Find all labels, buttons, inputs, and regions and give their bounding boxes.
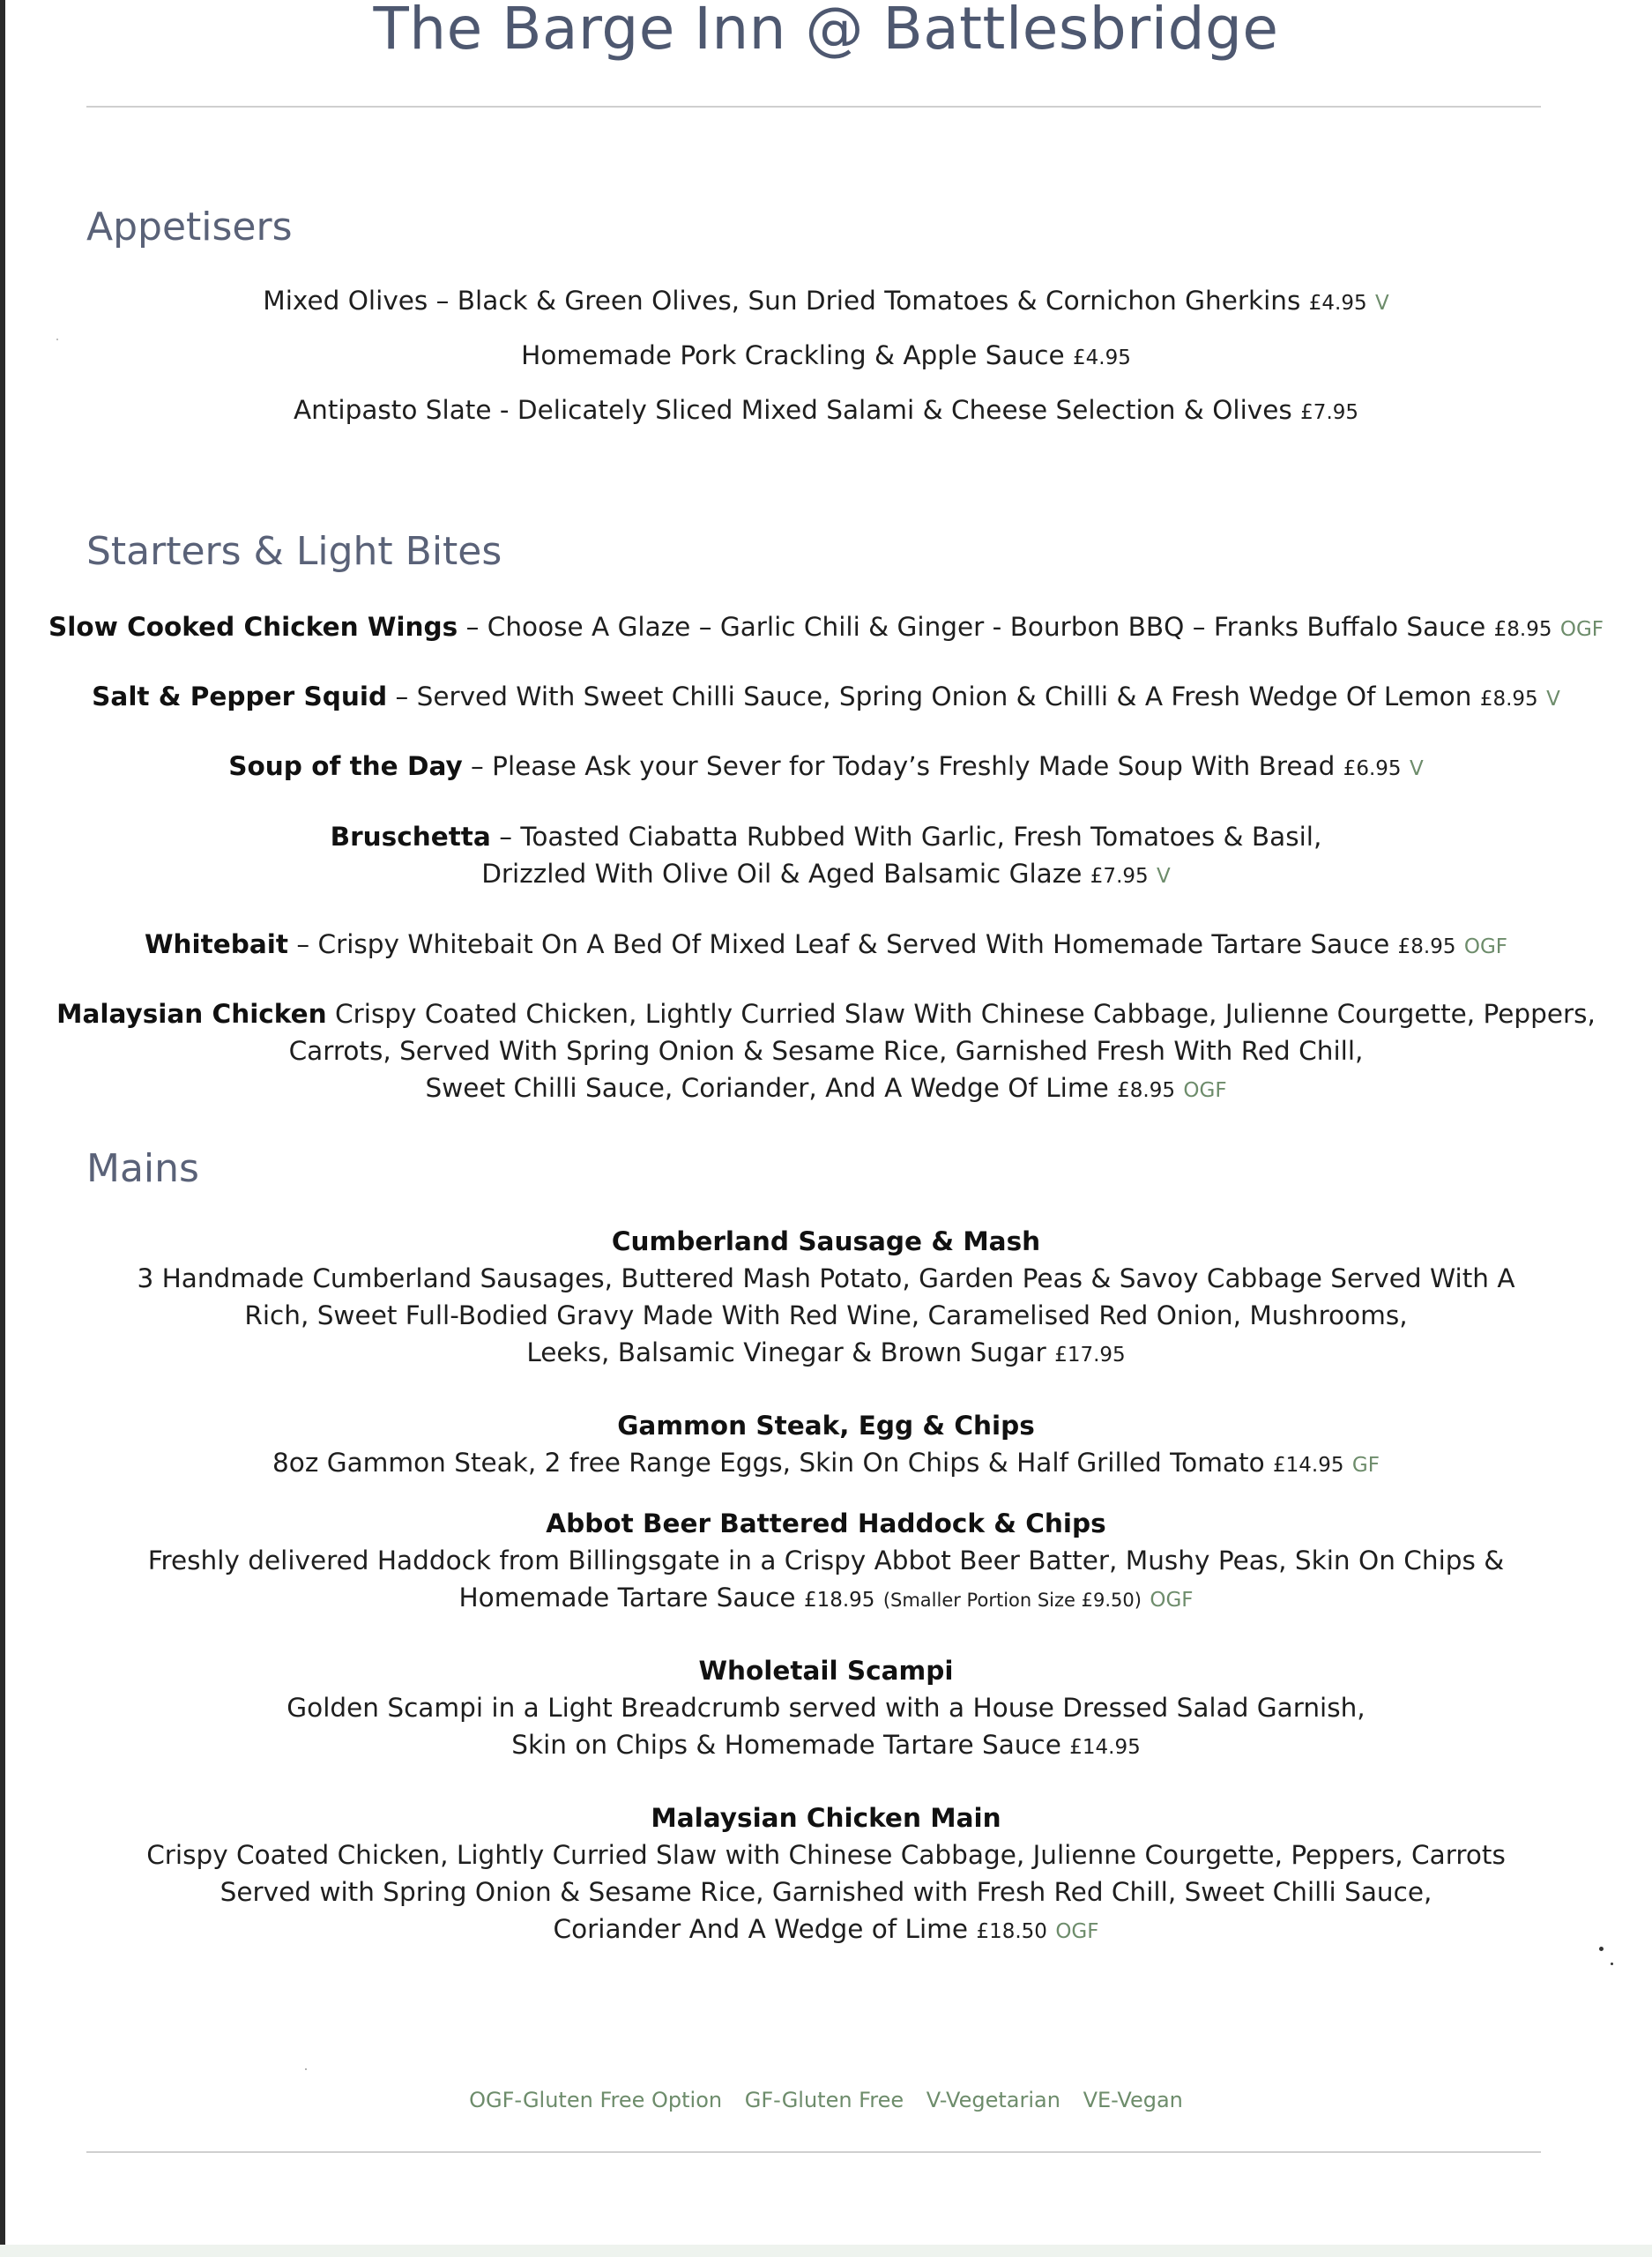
item-price: £7.95 bbox=[1090, 865, 1149, 888]
item-description: – Toasted Ciabatta Rubbed With Garlic, Fresh Tomatoes & Basil, bbox=[490, 822, 1322, 852]
menu-item-continued bbox=[0, 1069, 1652, 1109]
item-price: £8.95 bbox=[1493, 618, 1552, 641]
dish-title bbox=[0, 1505, 1652, 1542]
legend-item: VE-Vegan bbox=[1083, 2088, 1183, 2112]
item-description: Rich, Sweet Full-Bodied Gravy Made With Red Wine, Caramelised Red Onion, Mushrooms, bbox=[244, 1300, 1408, 1330]
item-description: Skin on Chips & Homemade Tartare Sauce bbox=[511, 1730, 1061, 1760]
item-description: Sweet Chilli Sauce, Coriander, And A Wedge Of Lime bbox=[425, 1073, 1109, 1103]
item-price: £8.95 bbox=[1397, 935, 1456, 958]
menu-item bbox=[0, 608, 1652, 648]
dish-description bbox=[0, 1297, 1652, 1334]
item-description: Drizzled With Olive Oil & Aged Balsamic Glaze bbox=[481, 859, 1083, 889]
portion-note: (Smaller Portion Size £9.50) bbox=[882, 1590, 1142, 1611]
item-price: £7.95 bbox=[1300, 401, 1359, 424]
item-name: Gammon Steak, Egg & Chips bbox=[617, 1411, 1035, 1441]
dish-title bbox=[0, 1407, 1652, 1444]
item-name: Malaysian Chicken bbox=[56, 999, 327, 1029]
item-name: Abbot Beer Battered Haddock & Chips bbox=[546, 1508, 1106, 1538]
item-price: £4.95 bbox=[1073, 346, 1131, 369]
dish-title bbox=[0, 1652, 1652, 1689]
item-name: Slow Cooked Chicken Wings bbox=[48, 612, 458, 642]
item-description: – Choose A Glaze – Garlic Chili & Ginger - Bourbon BBQ – Franks Buffalo Sauce bbox=[458, 612, 1486, 642]
section-heading-mains: Mains bbox=[86, 1146, 199, 1191]
scan-speck bbox=[305, 2068, 307, 2070]
item-price: £6.95 bbox=[1343, 757, 1402, 780]
diet-tag: OGF bbox=[1150, 1589, 1194, 1612]
legend-item: V-Vegetarian bbox=[926, 2088, 1060, 2112]
bottom-divider bbox=[86, 2151, 1541, 2153]
dish-description bbox=[0, 1911, 1652, 1950]
diet-tag: OGF bbox=[1463, 935, 1508, 958]
item-price: £8.95 bbox=[1479, 688, 1538, 711]
diet-tag: OGF bbox=[1055, 1920, 1099, 1943]
top-divider bbox=[86, 106, 1541, 108]
menu-item bbox=[0, 818, 1652, 855]
scan-speck bbox=[1611, 1963, 1613, 1965]
dish-description bbox=[0, 1542, 1652, 1579]
item-description: – Please Ask your Sever for Today’s Freshly Made Soup With Bread bbox=[462, 751, 1336, 781]
dish-description bbox=[0, 1689, 1652, 1726]
dish-description bbox=[0, 1836, 1652, 1873]
item-text: Antipasto Slate - Delicately Sliced Mixed Salami & Cheese Selection & Olives bbox=[293, 395, 1292, 425]
item-price: £8.95 bbox=[1117, 1079, 1175, 1102]
item-description: 3 Handmade Cumberland Sausages, Buttered Mash Potato, Garden Peas & Savoy Cabbage Served With A bbox=[137, 1263, 1515, 1293]
dish-title bbox=[0, 1223, 1652, 1260]
dietary-legend bbox=[0, 2088, 1652, 2112]
item-price: £4.95 bbox=[1308, 292, 1367, 315]
item-text: Mixed Olives – Black & Green Olives, Sun Dried Tomatoes & Cornichon Gherkins bbox=[263, 286, 1301, 316]
item-description: – Crispy Whitebait On A Bed Of Mixed Leaf & Served With Homemade Tartare Sauce bbox=[287, 929, 1390, 959]
page-edge-bottom bbox=[0, 2245, 1652, 2257]
menu-item bbox=[0, 926, 1652, 965]
item-description: 8oz Gammon Steak, 2 free Range Eggs, Skin On Chips & Half Grilled Tomato bbox=[272, 1448, 1265, 1478]
item-description: Crispy Coated Chicken, Lightly Curried Slaw With Chinese Cabbage, Julienne Courgette, Peppers, bbox=[326, 999, 1596, 1029]
item-description: Golden Scampi in a Light Breadcrumb served with a House Dressed Salad Garnish, bbox=[286, 1693, 1366, 1723]
item-price: £18.50 bbox=[976, 1920, 1047, 1943]
dish-description bbox=[0, 1873, 1652, 1911]
item-text: Homemade Pork Crackling & Apple Sauce bbox=[521, 340, 1065, 370]
scan-speck bbox=[1599, 1947, 1604, 1951]
item-name: Soup of the Day bbox=[228, 751, 463, 781]
diet-tag: V bbox=[1157, 865, 1171, 888]
diet-tag: OGF bbox=[1559, 618, 1604, 641]
item-description: Crispy Coated Chicken, Lightly Curried Slaw with Chinese Cabbage, Julienne Courgette, Peppers, Carrots bbox=[146, 1840, 1506, 1870]
section-heading-appetisers: Appetisers bbox=[86, 205, 293, 250]
menu-title: The Barge Inn @ Battlesbridge bbox=[373, 0, 1279, 63]
scan-speck bbox=[56, 339, 58, 340]
menu-item-continued bbox=[0, 1032, 1652, 1069]
item-description: Leeks, Balsamic Vinegar & Brown Sugar bbox=[526, 1337, 1046, 1367]
item-description: Freshly delivered Haddock from Billingsgate in a Crispy Abbot Beer Batter, Mushy Peas, Skin On Chips & bbox=[147, 1546, 1505, 1575]
item-description: Served with Spring Onion & Sesame Rice, Garnished with Fresh Red Chill, Sweet Chilli Sauce, bbox=[220, 1877, 1432, 1907]
item-price: £18.95 bbox=[803, 1589, 875, 1612]
item-description: – Served With Sweet Chilli Sauce, Spring Onion & Chilli & A Fresh Wedge Of Lemon bbox=[387, 682, 1472, 711]
menu-item bbox=[0, 337, 1652, 376]
item-name: Whitebait bbox=[144, 929, 288, 959]
item-name: Wholetail Scampi bbox=[698, 1656, 954, 1686]
dish-description bbox=[0, 1579, 1652, 1619]
menu-item bbox=[0, 748, 1652, 787]
dish-title bbox=[0, 1799, 1652, 1836]
dish-description bbox=[0, 1444, 1652, 1484]
section-heading-starters: Starters & Light Bites bbox=[86, 529, 502, 574]
item-name: Bruschetta bbox=[330, 822, 491, 852]
menu-item bbox=[0, 391, 1652, 431]
menu-item bbox=[0, 678, 1652, 718]
dish-description bbox=[0, 1726, 1652, 1766]
legend-item: GF-Gluten Free bbox=[744, 2088, 904, 2112]
item-name: Malaysian Chicken Main bbox=[651, 1803, 1001, 1833]
item-price: £14.95 bbox=[1069, 1736, 1141, 1759]
menu-item bbox=[0, 282, 1652, 322]
diet-tag: GF bbox=[1351, 1454, 1380, 1477]
menu-item-continued bbox=[0, 855, 1652, 895]
item-price: £17.95 bbox=[1054, 1344, 1126, 1367]
dish-description bbox=[0, 1260, 1652, 1297]
item-description: Coriander And A Wedge of Lime bbox=[553, 1914, 969, 1944]
item-description: Carrots, Served With Spring Onion & Sesame Rice, Garnished Fresh With Red Chill, bbox=[288, 1036, 1364, 1066]
diet-tag: V bbox=[1375, 292, 1389, 315]
item-price: £14.95 bbox=[1273, 1454, 1344, 1477]
dish-description bbox=[0, 1334, 1652, 1374]
diet-tag: V bbox=[1546, 688, 1560, 711]
menu-item bbox=[0, 995, 1652, 1032]
diet-tag: OGF bbox=[1183, 1079, 1227, 1102]
item-name: Salt & Pepper Squid bbox=[92, 682, 388, 711]
legend-item: OGF-Gluten Free Option bbox=[469, 2088, 723, 2112]
item-name: Cumberland Sausage & Mash bbox=[611, 1226, 1041, 1256]
item-description: Homemade Tartare Sauce bbox=[458, 1583, 796, 1613]
diet-tag: V bbox=[1409, 757, 1424, 780]
